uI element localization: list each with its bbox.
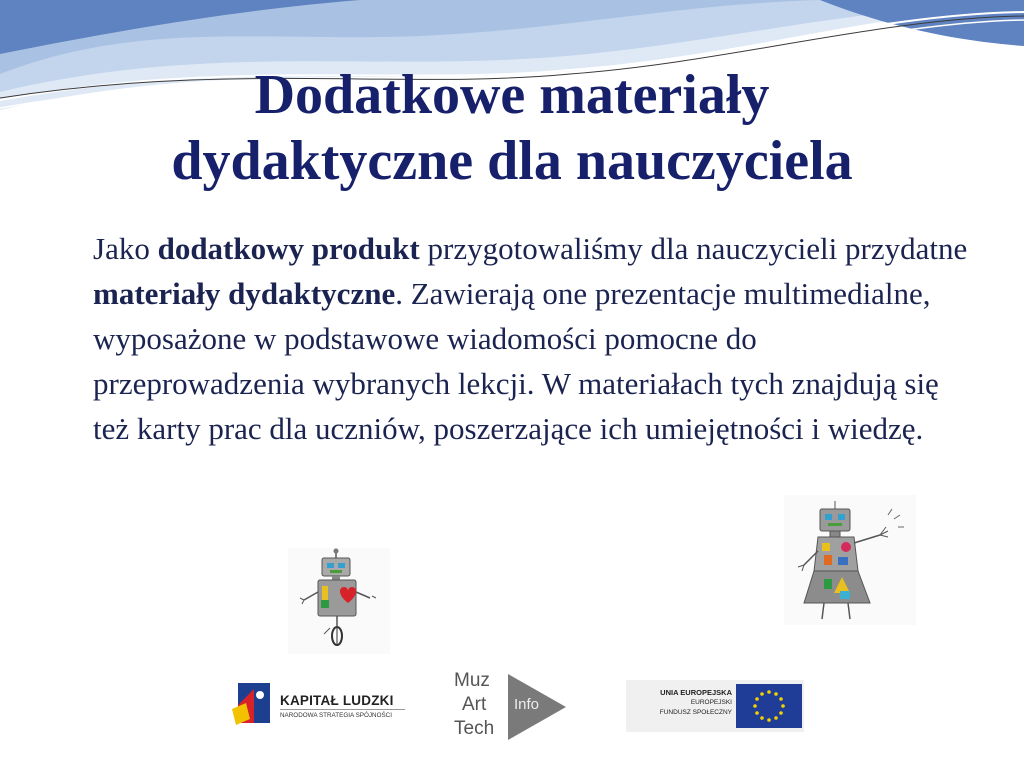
body-bold-product: dodatkowy produkt — [157, 231, 420, 266]
muzarttech-info: Info — [514, 696, 540, 713]
body-paragraph — [93, 226, 973, 451]
body-bold-materials: materiały dydaktyczne — [93, 276, 396, 311]
eu-flag-icon — [736, 684, 802, 728]
kapital-ludzki-emblem-icon — [230, 679, 276, 731]
title-line-1: Dodatkowe materiały — [254, 64, 770, 126]
muzarttech-logo — [448, 668, 570, 746]
kapital-ludzki-logo — [230, 677, 410, 735]
body-text-part-3: . Zawierają one prezentacje multimedialne, wyposażone w podstawowe wiadomości pomocne do przeprowadzenia wybranych lekcji. W materiałach tych znajdują się też karty prac dla uczniów, poszerzające ich umiejętności i wiedzę. — [93, 276, 939, 446]
slide-title — [20, 62, 1004, 194]
muzarttech-line-1: Muz — [454, 670, 490, 691]
body-text-part-2: przygotowaliśmy dla nauczycieli przydatne — [419, 231, 968, 266]
eu-logo-line-3: FUNDUSZ SPOŁECZNY — [659, 709, 732, 716]
kapital-ludzki-name: KAPITAŁ LUDZKI — [280, 693, 394, 708]
eu-logo-text — [630, 688, 732, 718]
kapital-ludzki-subtitle: NARODOWA STRATEGIA SPÓJNOŚCI — [280, 712, 392, 719]
muzarttech-line-3: Tech — [454, 718, 495, 739]
eu-logo-line-2: EUROPEJSKI — [690, 699, 732, 706]
eu-social-fund-logo — [626, 680, 804, 732]
muzarttech-line-2: Art — [462, 694, 487, 715]
body-text-part-1: Jako — [93, 231, 158, 266]
kapital-ludzki-divider — [280, 709, 405, 710]
robot-drawing-icon — [288, 548, 390, 654]
title-line-2: dydaktyczne dla nauczyciela — [171, 130, 853, 192]
eu-logo-line-1: UNIA EUROPEJSKA — [660, 688, 732, 697]
robot-girl-drawing-icon — [784, 495, 916, 625]
